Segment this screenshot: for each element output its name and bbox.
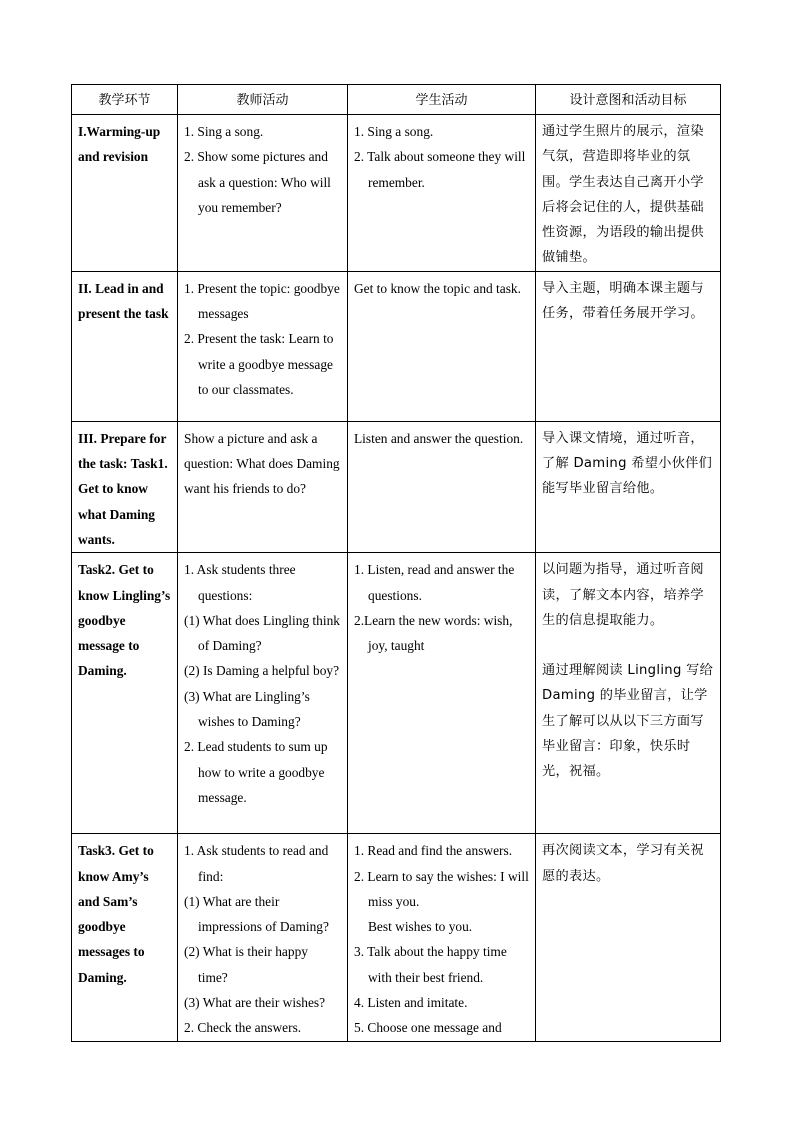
list-item: Listen and answer the question. <box>354 430 524 446</box>
student-activity-cell <box>348 421 536 552</box>
student-activity-cell <box>348 553 536 834</box>
table-row <box>72 421 721 552</box>
stage-cell: Task3. Get to know Amy’s and Sam’s goodbye messages to Daming. <box>72 834 178 1041</box>
list-item: 2. Learn to say the wishes: I will miss you. <box>354 868 529 909</box>
stage-cell: III. Prepare for the task: Task1. Get to know what Daming wants. <box>72 421 178 552</box>
header-stage: 教学环节 <box>72 85 178 115</box>
teacher-activity-cell <box>178 553 348 834</box>
design-goal-cell <box>536 271 721 421</box>
goal-text: 导入课文情境，通过听音，了解 Daming 希望小伙伴们能写毕业留言给他。 <box>542 430 713 497</box>
list-item: (3) What are Lingling’s wishes to Daming? <box>184 688 310 730</box>
design-goal-cell <box>536 553 721 834</box>
student-activity-cell <box>348 834 536 1041</box>
list-item: (1) What are their impressions of Daming? <box>184 893 329 935</box>
table-row <box>72 271 721 421</box>
list-item: 1. Ask students three questions: <box>184 562 296 603</box>
teacher-activity-cell <box>178 271 348 421</box>
list-item: 2. Show some pictures and ask a question: Who will you remember? <box>184 149 331 215</box>
list-item: Best wishes to you. <box>368 919 473 935</box>
design-goal-cell <box>536 834 721 1041</box>
goal-text: 导入主题，明确本课主题与任务，带着任务展开学习。 <box>542 280 704 322</box>
table-header-row <box>72 85 721 115</box>
student-activity-cell <box>348 271 536 421</box>
goal-text: 通过学生照片的展示，渲染气氛，营造即将毕业的氛围。学生表达自己离开小学后将会记住的人，提供基础性资源，为语段的输出提供做铺垫。 <box>542 124 704 266</box>
list-item: 2. Lead students to sum up how to write a goodbye message. <box>184 739 328 805</box>
paragraph-gap <box>542 633 714 658</box>
list-item: 1. Sing a song. <box>184 124 264 139</box>
list-item: (2) What is their happy time? <box>184 944 308 985</box>
stage-cell: II. Lead in and present the task <box>72 271 178 421</box>
list-item: 1. Read and find the answers. <box>354 843 513 859</box>
list-item: 2. Check the answers. <box>184 1020 302 1036</box>
teacher-activity-cell <box>178 834 348 1041</box>
list-item: (1) What does Lingling think of Daming? <box>184 612 340 654</box>
header-teacher-activity: 教师活动 <box>178 85 348 115</box>
list-item: 2.Learn the new words: wish, joy, taught <box>354 612 513 654</box>
design-goal-cell <box>536 115 721 272</box>
header-design-goal: 设计意图和活动目标 <box>536 85 721 115</box>
goal-text: 通过理解阅读 Lingling 写给 Daming 的毕业留言，让学生了解可以从以下三方面写毕业留言：印象，快乐时光，祝福。 <box>542 663 714 780</box>
stage-cell: Task2. Get to know Lingling’s goodbye message to Daming. <box>72 553 178 834</box>
list-item: 1. Listen, read and answer the questions. <box>354 562 515 603</box>
list-item: 2. Present the task: Learn to write a goodbye message to our classmates. <box>184 331 334 397</box>
list-item: 1. Sing a song. <box>354 124 434 139</box>
teacher-activity-cell <box>178 421 348 552</box>
design-goal-cell <box>536 421 721 552</box>
list-item: 5. Choose one message and <box>354 1020 502 1036</box>
list-item: 2. Talk about someone they will remember. <box>354 149 526 190</box>
list-item: 3. Talk about the happy time with their best friend. <box>354 944 507 985</box>
table-row <box>72 553 721 834</box>
list-item: 1. Present the topic: goodbye messages <box>184 280 340 322</box>
student-activity-cell <box>348 115 536 272</box>
teacher-activity-cell <box>178 115 348 272</box>
table-row <box>72 115 721 272</box>
list-item: Get to know the topic and task. <box>354 280 521 296</box>
list-item: 1. Ask students to read and find: <box>184 843 329 884</box>
list-item: (3) What are their wishes? <box>184 995 326 1011</box>
goal-text: 再次阅读文本，学习有关祝愿的表达。 <box>542 843 704 884</box>
list-item: 4. Listen and imitate. <box>354 995 468 1011</box>
list-item: Show a picture and ask a question: What does Daming want his friends to do? <box>184 430 340 497</box>
table-row <box>72 834 721 1041</box>
stage-cell: I.Warming-up and revision <box>72 115 178 272</box>
lesson-plan-table <box>71 84 721 1042</box>
goal-text: 以问题为指导，通过听音阅读，了解文本内容，培养学生的信息提取能力。 <box>542 562 704 628</box>
list-item: (2) Is Daming a helpful boy? <box>184 663 340 679</box>
header-student-activity: 学生活动 <box>348 85 536 115</box>
